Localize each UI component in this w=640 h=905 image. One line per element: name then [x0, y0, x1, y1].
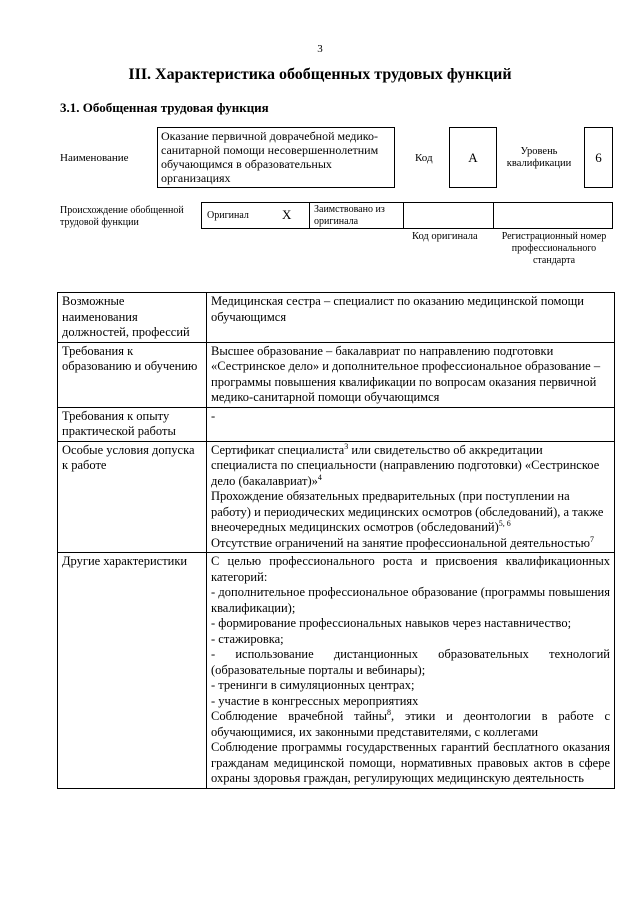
original-label: Оригинал: [207, 210, 249, 221]
original-mark: X: [282, 207, 292, 222]
row-value: Высшее образование – бакалавриат по направлению подготовки «Сестринское дело» и дополнительное профессиональное образование – программы повышения квалификации по вопросам оказания первичной медико-санитарной помощи обучающимся: [207, 342, 615, 407]
program-text: Соблюдение программы государственных гарантий бесплатного оказания гражданам медицинской помощи, нормативных правовых актов в сфере охраны здоровья граждан, регулирующих медицинскую деятельность: [211, 740, 610, 785]
table-row: [58, 441, 615, 553]
origin-table: [201, 202, 613, 229]
row-value: Медицинская сестра – специалист по оказанию медицинской помощи обучающимся: [207, 293, 615, 343]
list-item: - использование дистанционных образовательных технологий (образовательные порталы и вебинары);: [211, 647, 610, 677]
code-label: Код: [415, 152, 433, 164]
characteristics-table: [57, 292, 615, 789]
table-row: [58, 553, 615, 789]
row-value: [207, 441, 615, 553]
row-label: Возможные наименования должностей, профессий: [58, 293, 207, 343]
list-item: - участие в конгрессных мероприятиях: [211, 693, 419, 708]
origin-divider-2: [403, 202, 404, 229]
row-label: Другие характеристики: [58, 553, 207, 789]
page-number: 3: [317, 43, 323, 55]
list-item: - стажировка;: [211, 631, 284, 646]
level-value: 6: [584, 127, 613, 188]
other-intro: С целью профессионального роста и присвоения квалификационных категорий:: [211, 554, 610, 584]
borrowed-label: Заимствовано из оригинала: [314, 204, 385, 227]
reg-number-caption: Регистрационный номер профессионального стандарта: [501, 231, 607, 266]
origin-divider-3: [493, 202, 494, 229]
certificate-text: Сертификат специалиста$^3$ или свидетельство об аккредитации специалиста по специальности (направлению подготовки) «Сестринское дело (бакалавриат)»$^4$: [211, 441, 600, 488]
subsection-title: 3.1. Обобщенная трудовая функция: [60, 100, 269, 115]
list-item: - дополнительное профессиональное образование (программы повышения квалификации);: [211, 585, 610, 615]
name-label: Наименование: [60, 152, 129, 164]
origin-divider-1: [309, 202, 310, 229]
secrecy-text: Соблюдение врачебной тайны$^8$, этики и деонтологии в работе с обучающимися, их законными представителями, с коллегами: [211, 707, 610, 739]
code-value: А: [449, 127, 497, 188]
row-value: [207, 553, 615, 789]
section-title: III. Характеристика обобщенных трудовых функций: [128, 66, 512, 83]
table-row: [58, 293, 615, 343]
row-label: Требования к опыту практической работы: [58, 407, 207, 441]
table-row: [58, 407, 615, 441]
code-original-caption: Код оригинала: [412, 231, 478, 242]
restrictions-text: Отсутствие ограничений на занятие профессиональной деятельностью$^7$: [211, 534, 594, 550]
list-item: - тренинги в симуляционных центрах;: [211, 678, 415, 692]
level-label: Уровень квалификации: [506, 146, 572, 169]
origin-label: Происхождение обобщенной трудовой функции: [60, 205, 184, 228]
name-value: Оказание первичной доврачебной медико-санитарной помощи несовершеннолетним обучающимся в образовательных организациях: [157, 127, 395, 188]
row-label: Требования к образованию и обучению: [58, 342, 207, 407]
table-row: [58, 342, 615, 407]
row-value: -: [207, 407, 615, 441]
list-item: - формирование профессиональных навыков через наставничество;: [211, 616, 572, 630]
medical-exam-text: Прохождение обязательных предварительных (при поступлении на работу) и периодических медицинских осмотров (обследований), а также внеочередных медицинских осмотров (обследований)$^{5, 6}$: [211, 489, 604, 534]
row-label: Особые условия допуска к работе: [58, 441, 207, 553]
